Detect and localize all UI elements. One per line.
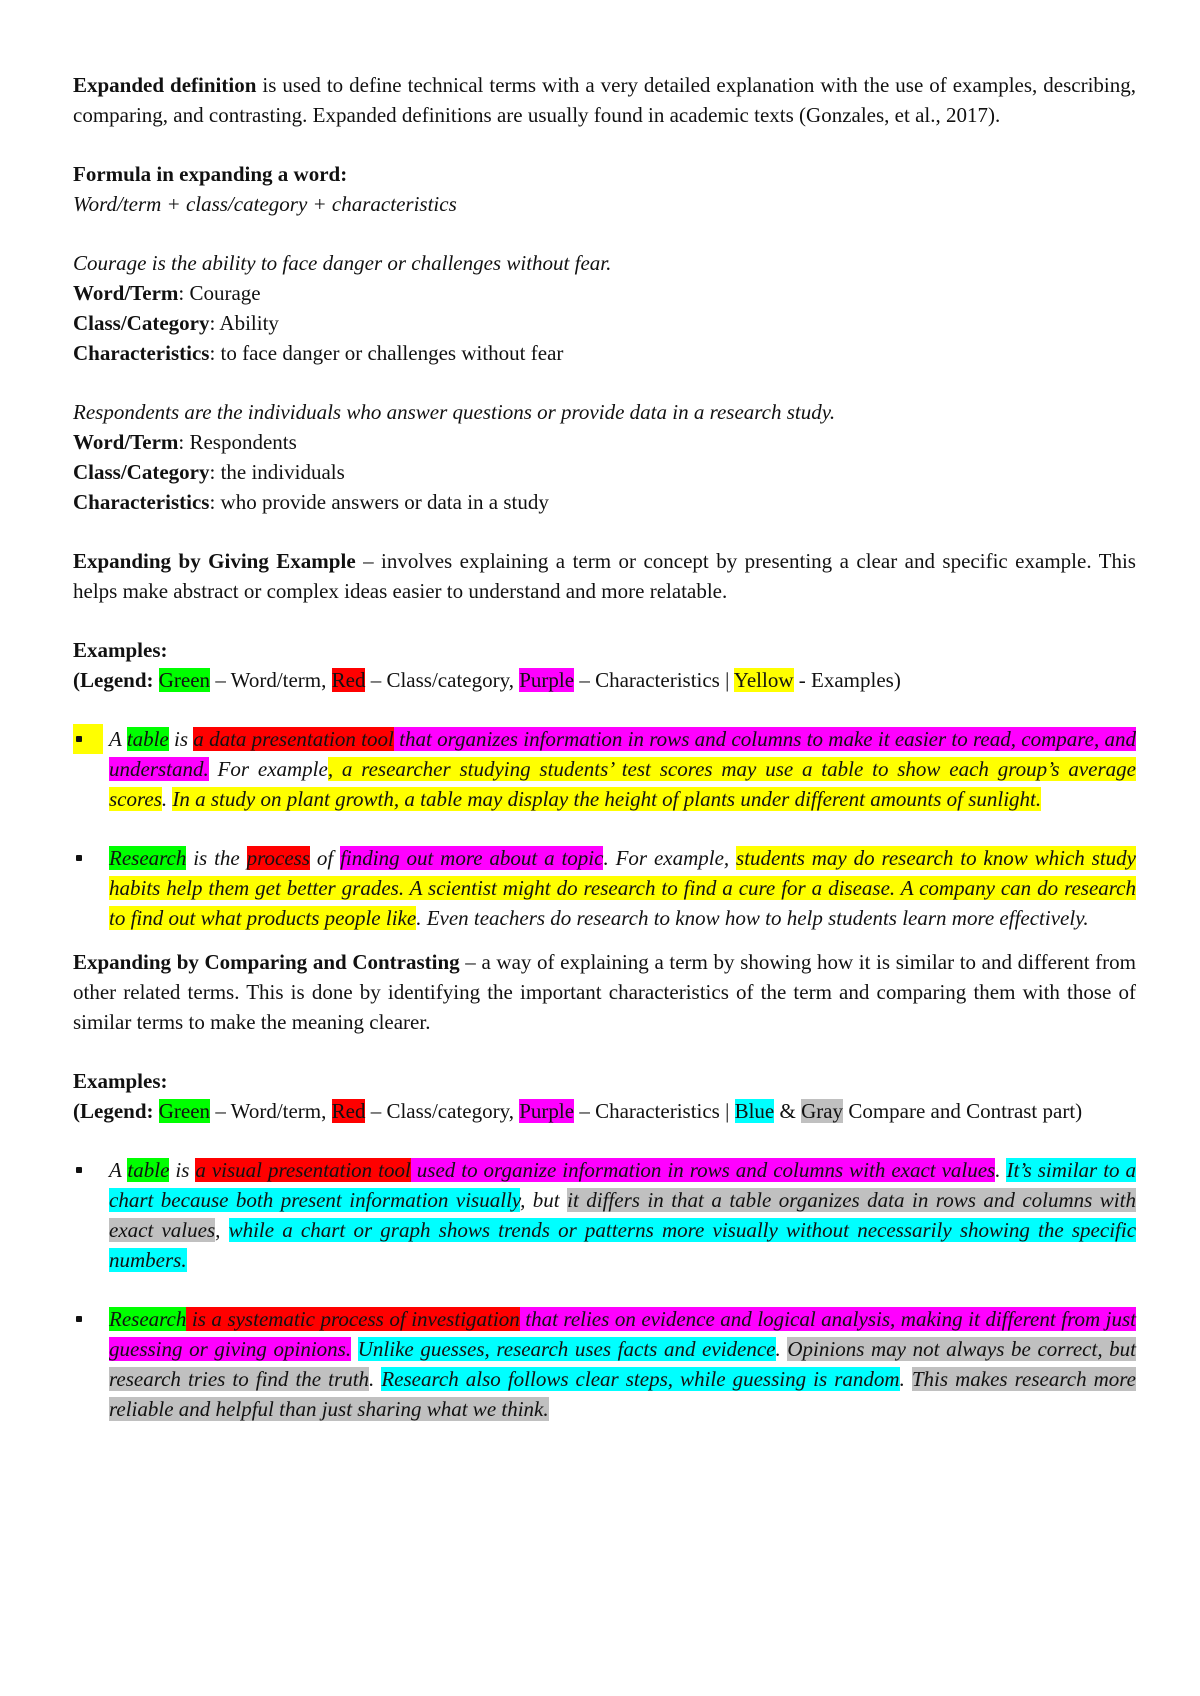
- legend-blue: Blue: [734, 1099, 775, 1123]
- bullet-table-example: A table is a data presentation tool that organizes information in rows and columns to make it easier to read, compare, and understand. For example, a researcher studying students’ test scores may use a table to show each group’s average scores. In a study on plant growth, a table may display the height of plants under different amounts of sunlight.: [73, 724, 1136, 814]
- formula-expression: Word/term + class/category + characteristics: [73, 192, 457, 216]
- intro-text: is used to define technical terms with a very detailed explanation with the use of examples, describing, comparing, and contrasting. Expanded definitions are usually found in academic texts (Gonzales, et al., 2017).: [73, 73, 1136, 127]
- comparing-paragraph: Expanding by Comparing and Contrasting – a way of explaining a term by showing how it is similar to and different from other related terms. This is done by identifying the important characteristics of the term and comparing them with those of similar terms to make the meaning clearer.: [73, 950, 1136, 1034]
- legend-gray: Gray: [801, 1099, 844, 1123]
- bullet-icon: [73, 843, 109, 873]
- bullet-icon: [73, 1155, 109, 1185]
- bullet-research-example: Research is the process of finding out more about a topic. For example, students may do research to know which study habits help them get better grades. A scientist might do research to find a cure for a disease. A company can do research to find out what products people like. Even teachers do research to know how to help students learn more effectively.: [73, 843, 1136, 933]
- examples-heading-1: Examples:: [73, 638, 168, 662]
- bullet-icon: [73, 1304, 109, 1334]
- example2-word: Word/Term: Respondents: [73, 430, 297, 454]
- legend-purple: Purple: [519, 1099, 575, 1123]
- example1-sentence: Courage is the ability to face danger or challenges without fear.: [73, 251, 612, 275]
- giving-example-heading: Expanding by Giving Example: [73, 549, 356, 573]
- example2-class: Class/Category: the individuals: [73, 460, 345, 484]
- legend-red: Red: [331, 668, 366, 692]
- example2-characteristics: Characteristics: who provide answers or data in a study: [73, 490, 549, 514]
- example1-class: Class/Category: Ability: [73, 311, 279, 335]
- example2-sentence: Respondents are the individuals who answer questions or provide data in a research study.: [73, 400, 836, 424]
- example1-word: Word/Term: Courage: [73, 281, 261, 305]
- intro-paragraph: [73, 70, 1136, 130]
- bullet-research-compare: Research is a systematic process of investigation that relies on evidence and logical analysis, making it different from just guessing or giving opinions. Unlike guesses, research uses facts and evidence. Opinions may not always be correct, but research tries to find the truth. Research also follows clear steps, while guessing is random. This makes research more reliable and helpful than just sharing what we think.: [73, 1304, 1136, 1424]
- legend-1: (Legend: Green – Word/term, Red – Class/category, Purple – Characteristics | Yellow - Examples): [73, 668, 901, 692]
- legend-purple: Purple: [519, 668, 575, 692]
- comparing-heading: Expanding by Comparing and Contrasting: [73, 950, 460, 974]
- legend-green: Green: [158, 668, 211, 692]
- examples-heading-2: Examples:: [73, 1069, 168, 1093]
- example1-characteristics: Characteristics: to face danger or challenges without fear: [73, 341, 564, 365]
- legend-2: (Legend: Green – Word/term, Red – Class/category, Purple – Characteristics | Blue & Gray Compare and Contrast part): [73, 1099, 1083, 1123]
- intro-term: Expanded definition: [73, 73, 257, 97]
- giving-example-paragraph: Expanding by Giving Example – involves explaining a term or concept by presenting a clear and specific example. This helps make abstract or complex ideas easier to understand and more relatable.: [73, 549, 1136, 603]
- formula-heading: Formula in expanding a word:: [73, 162, 348, 186]
- bullet-table-compare: A table is a visual presentation tool used to organize information in rows and columns with exact values. It’s similar to a chart because both present information visually, but it differs in that a table organizes data in rows and columns with exact values, while a chart or graph shows trends or patterns more visually without necessarily showing the specific numbers.: [73, 1155, 1136, 1275]
- legend-green: Green: [158, 1099, 211, 1123]
- legend-yellow: Yellow: [733, 668, 794, 692]
- legend-red: Red: [331, 1099, 366, 1123]
- bullet-icon: [73, 724, 103, 754]
